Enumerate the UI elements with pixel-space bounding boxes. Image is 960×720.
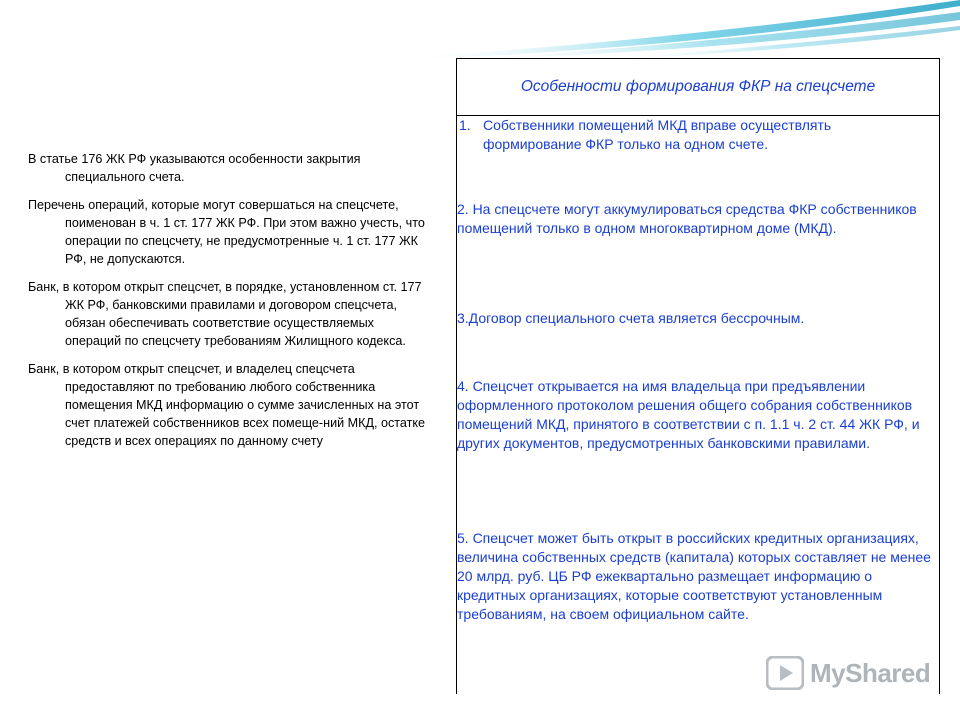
paragraph-operations-list: Перечень операций, которые могут совершаться на спецсчете, поименован в ч. 1 ст. 177 ЖК РФ. При этом важно учесть, что операции по спецсчету, не предусмотренные ч. 1 ст. 177 ЖК РФ, не допускаются. [28,198,425,266]
table-item-3: 3.Договор специального счета является бессрочным. [457,310,805,326]
paragraph-bank-obligations: Банк, в котором открыт спецсчет, в порядке, установленном ст. 177 ЖК РФ, банковскими правилами и договором спецсчета, обязан обеспечивать соответствие осуществляемых операций по спецсчету требованиям Жилищного кодекса. [28,280,422,348]
table-item-5: 5. Спецсчет может быть открыт в российских кредитных организациях, величина собственных средств (капитала) которых составляет не менее 20 млрд. руб. ЦБ РФ ежеквартально размещает информацию о кредитных организациях, которые соответствуют установленным требованиям, на своем официальном сайте. [457,530,931,622]
item-1-text: Собственники помещений МКД вправе осуществлять формирование ФКР только на одном счете. [483,117,832,152]
watermark-text: MyShared [810,657,931,688]
item-1-number: 1. [459,117,471,133]
paragraph-information-disclosure: Банк, в котором открыт спецсчет, и владелец спецсчета предоставляют по требованию любого собственника помещения МКД информацию о сумме зачисленных на этот счет платежей собственников всех помеще-ний МКД, остатке средств и всех операциях по данному счету [28,362,426,448]
watermark-logo [766,656,930,690]
features-table [456,58,940,694]
table-item-1 [457,116,933,154]
decorative-corner-swoosh [400,0,960,60]
table-item-2: 2. На спецсчете могут аккумулироваться средства ФКР собственников помещений только в одном многоквартирном доме (МКД). [457,201,917,236]
play-icon [766,656,804,690]
table-header: Особенности формирования ФКР на спецсчете [457,59,939,116]
paragraph-closing-account: В статье 176 ЖК РФ указываются особенности закрытия специального счета. [28,152,361,184]
left-text-column [28,150,428,460]
table-item-4: 4. Спецсчет открывается на имя владельца при предъявлении оформленного протоколом решения общего собрания собственников помещений МКД, принятого в соответствии с п. 1.1 ч. 2 ст. 44 ЖК РФ, и других документов, предусмотренных банковскими правилами. [457,378,920,451]
